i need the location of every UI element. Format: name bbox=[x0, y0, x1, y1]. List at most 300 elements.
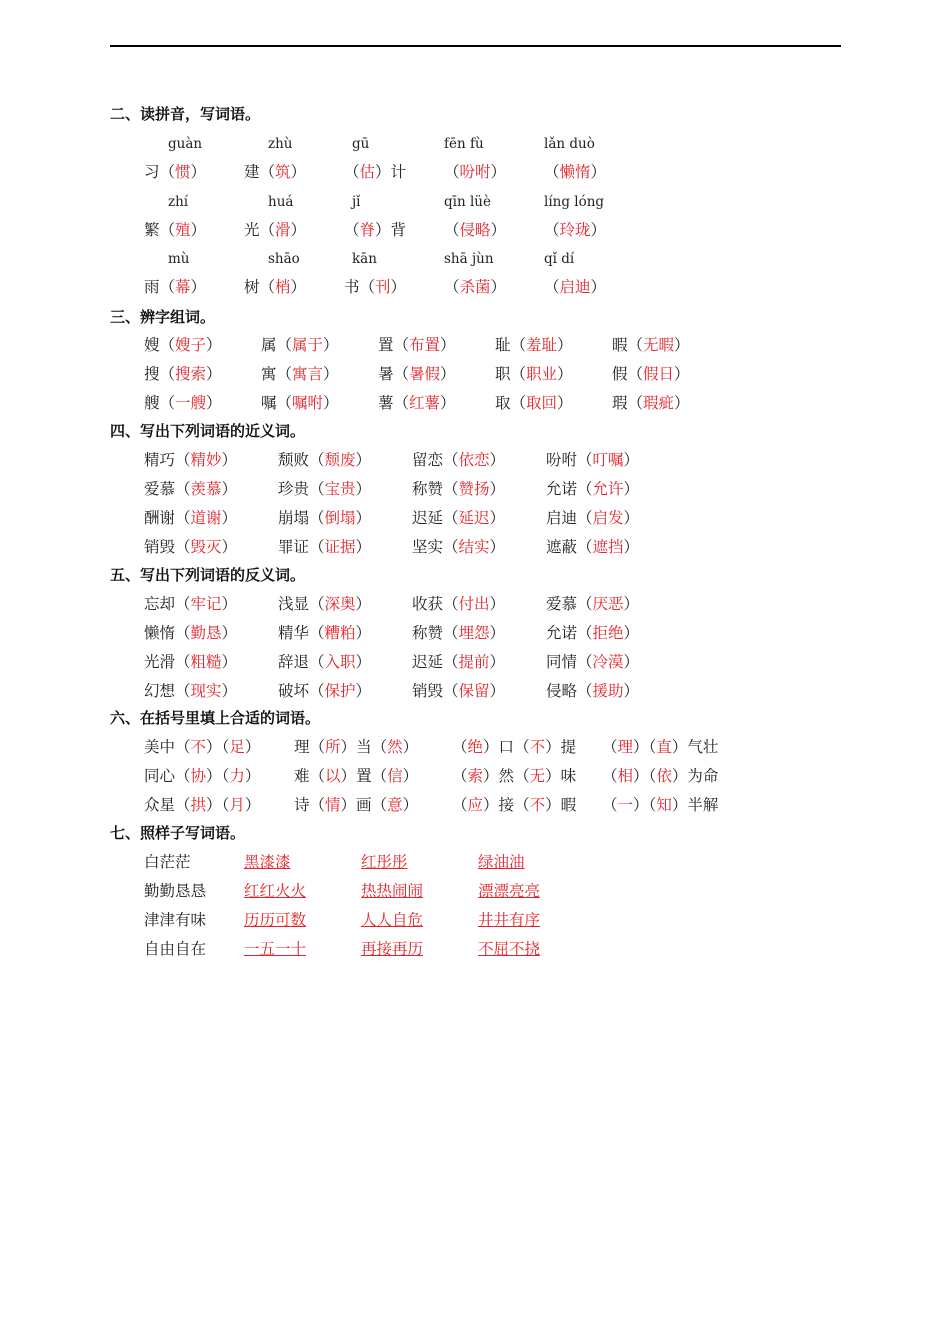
prompt-text: （ bbox=[309, 624, 325, 642]
prompt-text: （ bbox=[443, 480, 459, 498]
answer-text: 理 bbox=[617, 738, 634, 756]
prompt-text: 置 bbox=[378, 336, 394, 354]
answer-text: 倒塌 bbox=[324, 509, 356, 527]
answer-text: 一 bbox=[617, 796, 634, 814]
char-word-item bbox=[378, 335, 456, 355]
answer-text: 羡慕 bbox=[190, 480, 222, 498]
synonym-item bbox=[278, 450, 371, 470]
answer-text: 依恋 bbox=[458, 451, 490, 469]
prompt-text: 瑕 bbox=[612, 394, 628, 412]
prompt-text: ） bbox=[340, 767, 357, 785]
prompt-text: 幻想 bbox=[144, 682, 176, 700]
prompt-text: （ bbox=[577, 538, 593, 556]
pinyin-answer-item bbox=[344, 277, 406, 297]
answer-text: 宝贵 bbox=[324, 480, 356, 498]
prompt-text: （ bbox=[175, 767, 191, 785]
prompt-text: 收获 bbox=[412, 595, 444, 613]
antonym-item bbox=[546, 594, 639, 614]
prompt-text: （ bbox=[175, 595, 191, 613]
prompt-text: 众星 bbox=[144, 796, 176, 814]
answer-text: 吩咐 bbox=[459, 163, 491, 181]
answer-text: 赞扬 bbox=[458, 480, 490, 498]
char-word-item bbox=[612, 393, 690, 413]
pinyin-label: huá bbox=[268, 194, 294, 210]
prompt-text: （ bbox=[648, 738, 657, 756]
prompt-text: ） bbox=[623, 451, 640, 469]
prompt-text: ） bbox=[244, 767, 261, 785]
prompt-text: （ bbox=[175, 738, 191, 756]
prompt-text: 美中 bbox=[144, 738, 176, 756]
answer-text: 寓言 bbox=[292, 365, 324, 383]
prompt-text: 精华 bbox=[278, 624, 310, 642]
prompt-text: （ bbox=[175, 451, 191, 469]
prompt-text: （ bbox=[371, 767, 388, 785]
pinyin-answer-item bbox=[244, 220, 306, 240]
prompt-text: 颓败 bbox=[278, 451, 310, 469]
answer-text: 依 bbox=[656, 767, 672, 785]
pinyin-label: mù bbox=[168, 251, 190, 267]
idiom-item bbox=[602, 737, 718, 757]
pinyin-label: shā jùn bbox=[444, 251, 494, 267]
prompt-text: （ bbox=[221, 767, 230, 785]
prompt-text: （ bbox=[159, 278, 176, 296]
answer-text: 梢 bbox=[275, 278, 291, 296]
answer-text: 启迪 bbox=[559, 278, 591, 296]
example-answer: 不屈不挠 bbox=[478, 940, 541, 958]
prompt-text: 书 bbox=[344, 278, 360, 296]
idiom-item bbox=[294, 737, 418, 757]
prompt-text: （ bbox=[309, 682, 325, 700]
answer-text: 然 bbox=[387, 738, 403, 756]
idiom-item bbox=[294, 766, 418, 786]
section-heading-4: 四、写出下列词语的近义词。 bbox=[110, 422, 306, 440]
example-answer: 一五一十 bbox=[244, 940, 307, 958]
prompt-text: （ bbox=[175, 624, 191, 642]
answer-text: 证据 bbox=[324, 538, 356, 556]
prompt-text: ） bbox=[557, 365, 573, 383]
antonym-item bbox=[278, 594, 371, 614]
pinyin-label: zhù bbox=[268, 136, 293, 152]
prompt-text: ） bbox=[674, 365, 690, 383]
answer-text: 深奥 bbox=[324, 595, 356, 613]
prompt-text: ） bbox=[355, 595, 372, 613]
prompt-text: 崩塌 bbox=[278, 509, 310, 527]
pinyin-answer-item bbox=[244, 277, 306, 297]
idiom-item bbox=[602, 766, 718, 786]
prompt-text: （ bbox=[514, 796, 530, 814]
prompt-text: 遮蔽 bbox=[546, 538, 578, 556]
pinyin-label: lǎn duò bbox=[544, 136, 595, 152]
prompt-text: （ bbox=[309, 738, 326, 756]
prompt-text: ） bbox=[623, 653, 640, 671]
prompt-text: ） bbox=[557, 394, 573, 412]
prompt-text: ） bbox=[545, 767, 561, 785]
synonym-item bbox=[412, 479, 505, 499]
idiom-item bbox=[602, 795, 718, 815]
prompt-text: （ bbox=[648, 767, 657, 785]
answer-text: 保护 bbox=[324, 682, 356, 700]
pinyin-label: qǐ dí bbox=[544, 251, 575, 267]
prompt-text: （ bbox=[175, 480, 191, 498]
prompt-text: （ bbox=[159, 365, 176, 383]
prompt-text: （ bbox=[309, 509, 325, 527]
prompt-text: ） bbox=[440, 336, 456, 354]
pinyin-label: líng lóng bbox=[544, 194, 605, 210]
idiom-item bbox=[452, 795, 576, 815]
synonym-item bbox=[278, 479, 371, 499]
prompt-text: 爱慕 bbox=[144, 480, 176, 498]
prompt-text: 暑 bbox=[378, 365, 394, 383]
antonym-item bbox=[278, 652, 371, 672]
answer-text: 绝 bbox=[467, 738, 484, 756]
answer-text: 嘱咐 bbox=[292, 394, 324, 412]
pinyin-answer-item bbox=[444, 277, 506, 297]
answer-text: 拱 bbox=[190, 796, 207, 814]
antonym-item bbox=[412, 681, 505, 701]
prompt-text: （ bbox=[577, 509, 593, 527]
answer-text: 不 bbox=[529, 738, 546, 756]
prompt-text: 诗 bbox=[294, 796, 310, 814]
prompt-text: ） bbox=[674, 336, 690, 354]
synonym-item bbox=[412, 508, 505, 528]
prompt-text: （ bbox=[443, 509, 459, 527]
prompt-text: ） bbox=[323, 365, 339, 383]
char-word-item bbox=[495, 364, 573, 384]
answer-text: 月 bbox=[229, 796, 245, 814]
prompt-text: ） bbox=[206, 796, 222, 814]
answer-text: 糟粕 bbox=[324, 624, 356, 642]
prompt-text: （ bbox=[602, 796, 618, 814]
prompt-text: ） bbox=[633, 738, 649, 756]
synonym-item bbox=[144, 450, 237, 470]
prompt-text: （ bbox=[443, 595, 459, 613]
prompt-text: ） bbox=[633, 796, 649, 814]
answer-text: 幕 bbox=[175, 278, 191, 296]
prompt-text: 计 bbox=[390, 163, 407, 181]
char-word-item bbox=[612, 335, 690, 355]
prompt-text: （ bbox=[159, 394, 176, 412]
prompt-text: ） bbox=[221, 653, 238, 671]
prompt-text: （ bbox=[259, 221, 276, 239]
prompt-text: （ bbox=[544, 278, 560, 296]
pinyin-label: fēn fù bbox=[444, 136, 484, 152]
example-answer: 人人自危 bbox=[361, 911, 424, 929]
answer-text: 足 bbox=[229, 738, 245, 756]
answer-text: 滑 bbox=[275, 221, 291, 239]
prompt-text: 难 bbox=[294, 767, 310, 785]
prompt-text: （ bbox=[371, 738, 388, 756]
prompt-text: （ bbox=[510, 365, 527, 383]
prompt-text: 侵略 bbox=[546, 682, 578, 700]
char-word-item bbox=[495, 335, 573, 355]
prompt-text: ） bbox=[633, 767, 649, 785]
prompt-text: 背 bbox=[390, 221, 407, 239]
prompt-text: ） bbox=[490, 278, 507, 296]
prompt-text: ） bbox=[206, 738, 222, 756]
answer-text: 惯 bbox=[175, 163, 191, 181]
antonym-item bbox=[546, 652, 639, 672]
example-answer: 红红火火 bbox=[244, 882, 307, 900]
answer-text: 应 bbox=[467, 796, 484, 814]
example-answer: 历历可数 bbox=[244, 911, 307, 929]
prompt-text: 属 bbox=[261, 336, 277, 354]
prompt-text: 光滑 bbox=[144, 653, 176, 671]
prompt-text: （ bbox=[602, 767, 618, 785]
answer-text: 估 bbox=[359, 163, 376, 181]
pinyin-label: kān bbox=[352, 251, 377, 267]
answer-text: 精妙 bbox=[190, 451, 222, 469]
pinyin-label: shāo bbox=[268, 251, 300, 267]
prompt-text: ） bbox=[221, 451, 238, 469]
prompt-text: （ bbox=[309, 451, 325, 469]
answer-text: 嫂子 bbox=[175, 336, 207, 354]
prompt-text: ） bbox=[355, 480, 372, 498]
antonym-item bbox=[412, 594, 505, 614]
prompt-text: （ bbox=[221, 796, 230, 814]
prompt-text: （ bbox=[627, 394, 644, 412]
prompt-text: 味 bbox=[560, 767, 577, 785]
prompt-text: （ bbox=[510, 336, 527, 354]
pinyin-answer-item bbox=[344, 220, 406, 240]
prompt-text: 暇 bbox=[560, 796, 577, 814]
example-answer: 再接再历 bbox=[361, 940, 424, 958]
answer-text: 殖 bbox=[175, 221, 191, 239]
section-heading-6: 六、在括号里填上合适的词语。 bbox=[110, 709, 321, 727]
idiom-item bbox=[144, 766, 260, 786]
prompt-text: ） bbox=[355, 451, 372, 469]
prompt-text: （ bbox=[175, 509, 191, 527]
header-rule bbox=[110, 45, 841, 47]
antonym-item bbox=[278, 623, 371, 643]
prompt-text: （ bbox=[259, 163, 276, 181]
answer-text: 羞耻 bbox=[526, 336, 558, 354]
section-heading-2: 二、读拼音，写词语。 bbox=[110, 105, 261, 123]
prompt-text: ） bbox=[402, 796, 419, 814]
prompt-text: ） bbox=[355, 682, 372, 700]
prompt-text: 销毁 bbox=[412, 682, 444, 700]
prompt-text: （ bbox=[577, 682, 593, 700]
prompt-text: （ bbox=[577, 653, 593, 671]
answer-text: 红薯 bbox=[409, 394, 441, 412]
idiom-item bbox=[144, 795, 260, 815]
prompt-text: （ bbox=[544, 221, 560, 239]
prompt-text: 树 bbox=[244, 278, 260, 296]
prompt-text: 提 bbox=[560, 738, 577, 756]
prompt-text: 同情 bbox=[546, 653, 578, 671]
example-answer: 红彤彤 bbox=[361, 853, 408, 871]
pinyin-answer-item bbox=[244, 162, 306, 182]
answer-text: 埋怨 bbox=[458, 624, 490, 642]
antonym-item bbox=[144, 681, 237, 701]
answer-text: 不 bbox=[190, 738, 207, 756]
prompt-text: 假 bbox=[612, 365, 628, 383]
prompt-text: （ bbox=[544, 163, 560, 181]
idiom-item bbox=[294, 795, 418, 815]
answer-text: 协 bbox=[190, 767, 207, 785]
synonym-item bbox=[144, 479, 237, 499]
prompt-text: ） bbox=[671, 767, 688, 785]
prompt-text: ） bbox=[489, 451, 506, 469]
prompt-text: 珍贵 bbox=[278, 480, 310, 498]
prompt-text: （ bbox=[175, 538, 191, 556]
answer-text: 意 bbox=[387, 796, 403, 814]
prompt-text: 酬谢 bbox=[144, 509, 176, 527]
prompt-text: ） bbox=[483, 767, 499, 785]
prompt-text: （ bbox=[276, 394, 293, 412]
answer-text: 玲珑 bbox=[559, 221, 591, 239]
prompt-text: 启迪 bbox=[546, 509, 578, 527]
prompt-text: ） bbox=[244, 796, 261, 814]
answer-text: 粗糙 bbox=[190, 653, 222, 671]
prompt-text: 爱慕 bbox=[546, 595, 578, 613]
prompt-text: （ bbox=[393, 365, 410, 383]
prompt-text: （ bbox=[309, 595, 325, 613]
prompt-text: （ bbox=[159, 336, 176, 354]
answer-text: 杀菌 bbox=[459, 278, 491, 296]
prompt-text: 称赞 bbox=[412, 480, 444, 498]
prompt-text: 浅显 bbox=[278, 595, 310, 613]
prompt-text: （ bbox=[175, 682, 191, 700]
answer-text: 付出 bbox=[458, 595, 490, 613]
prompt-text: 称赞 bbox=[412, 624, 444, 642]
answer-text: 无 bbox=[529, 767, 546, 785]
prompt-text: 当 bbox=[356, 738, 372, 756]
prompt-text: （ bbox=[259, 278, 276, 296]
example-answer: 绿油油 bbox=[478, 853, 525, 871]
prompt-text: 置 bbox=[356, 767, 372, 785]
prompt-text: 嫂 bbox=[144, 336, 160, 354]
pinyin-answer-item bbox=[344, 162, 406, 182]
answer-text: 刊 bbox=[375, 278, 391, 296]
prompt-text: （ bbox=[344, 221, 360, 239]
prompt-text: 职 bbox=[495, 365, 511, 383]
answer-text: 牢记 bbox=[190, 595, 222, 613]
prompt-text: 艘 bbox=[144, 394, 160, 412]
prompt-text: （ bbox=[602, 738, 618, 756]
prompt-text: 留恋 bbox=[412, 451, 444, 469]
pinyin-answer-item bbox=[144, 220, 206, 240]
prompt-text: ） bbox=[190, 163, 207, 181]
answer-text: 筑 bbox=[275, 163, 291, 181]
char-word-item bbox=[261, 393, 339, 413]
prompt-text: （ bbox=[452, 738, 468, 756]
answer-text: 启发 bbox=[592, 509, 624, 527]
prompt-text: （ bbox=[309, 653, 325, 671]
prompt-text: （ bbox=[514, 767, 530, 785]
prompt-text: （ bbox=[444, 221, 460, 239]
answer-text: 取回 bbox=[526, 394, 558, 412]
answer-text: 所 bbox=[325, 738, 341, 756]
section-heading-7: 七、照样子写词语。 bbox=[110, 824, 246, 842]
synonym-item bbox=[546, 508, 639, 528]
char-word-item bbox=[144, 364, 222, 384]
prompt-text: 气壮 bbox=[687, 738, 719, 756]
prompt-text: ） bbox=[221, 682, 238, 700]
prompt-text: （ bbox=[627, 365, 644, 383]
answer-text: 一艘 bbox=[175, 394, 207, 412]
prompt-text: ） bbox=[557, 336, 573, 354]
char-word-item bbox=[261, 335, 339, 355]
prompt-text: ） bbox=[440, 394, 456, 412]
prompt-text: ） bbox=[340, 738, 357, 756]
prompt-text: ） bbox=[375, 163, 391, 181]
answer-text: 属于 bbox=[292, 336, 324, 354]
synonym-item bbox=[278, 537, 371, 557]
prompt-text: （ bbox=[276, 365, 293, 383]
answer-text: 冷漠 bbox=[592, 653, 624, 671]
prompt-text: （ bbox=[159, 221, 176, 239]
prompt-text: ） bbox=[489, 480, 506, 498]
prompt-text: ） bbox=[290, 221, 307, 239]
prompt-text: 口 bbox=[498, 738, 515, 756]
synonym-item bbox=[278, 508, 371, 528]
prompt-text: （ bbox=[514, 738, 530, 756]
prompt-text: ） bbox=[623, 538, 640, 556]
answer-text: 毁灭 bbox=[190, 538, 222, 556]
prompt-text: （ bbox=[175, 796, 191, 814]
pinyin-answer-item bbox=[144, 277, 206, 297]
prompt-text: ） bbox=[623, 682, 640, 700]
prompt-text: 画 bbox=[356, 796, 372, 814]
prompt-text: 雨 bbox=[144, 278, 160, 296]
antonym-item bbox=[144, 594, 237, 614]
prompt-text: 暇 bbox=[612, 336, 628, 354]
prompt-text: ） bbox=[440, 365, 456, 383]
synonym-item bbox=[412, 450, 505, 470]
prompt-text: 迟延 bbox=[412, 509, 444, 527]
idiom-item bbox=[144, 737, 260, 757]
answer-text: 道谢 bbox=[190, 509, 222, 527]
prompt-text: ） bbox=[489, 624, 506, 642]
answer-text: 不 bbox=[529, 796, 546, 814]
prompt-text: 允诺 bbox=[546, 480, 578, 498]
prompt-text: （ bbox=[443, 682, 459, 700]
antonym-item bbox=[412, 623, 505, 643]
answer-text: 遮挡 bbox=[592, 538, 624, 556]
synonym-item bbox=[144, 508, 237, 528]
prompt-text: （ bbox=[159, 163, 176, 181]
prompt-text: 薯 bbox=[378, 394, 394, 412]
prompt-text: （ bbox=[359, 278, 376, 296]
prompt-text: 半解 bbox=[687, 796, 719, 814]
answer-text: 职业 bbox=[526, 365, 558, 383]
antonym-item bbox=[144, 652, 237, 672]
answer-text: 脊 bbox=[359, 221, 376, 239]
prompt-text: （ bbox=[371, 796, 388, 814]
prompt-text: （ bbox=[344, 163, 360, 181]
prompt-text: ） bbox=[190, 221, 207, 239]
prompt-text: ） bbox=[355, 538, 372, 556]
pinyin-answer-item bbox=[144, 162, 206, 182]
prompt-text: （ bbox=[510, 394, 527, 412]
prompt-text: 忘却 bbox=[144, 595, 176, 613]
synonym-item bbox=[144, 537, 237, 557]
prompt-text: （ bbox=[577, 480, 593, 498]
char-word-item bbox=[261, 364, 339, 384]
prompt-text: （ bbox=[393, 336, 410, 354]
answer-text: 保留 bbox=[458, 682, 490, 700]
synonym-item bbox=[546, 450, 639, 470]
prompt-text: ） bbox=[375, 221, 391, 239]
antonym-item bbox=[546, 623, 639, 643]
answer-text: 厌恶 bbox=[592, 595, 624, 613]
idiom-item bbox=[452, 737, 576, 757]
answer-text: 信 bbox=[387, 767, 403, 785]
prompt-text: ） bbox=[355, 624, 372, 642]
example-answer: 漂漂亮亮 bbox=[478, 882, 541, 900]
prompt-text: ） bbox=[483, 796, 499, 814]
prompt-text: 辞退 bbox=[278, 653, 310, 671]
